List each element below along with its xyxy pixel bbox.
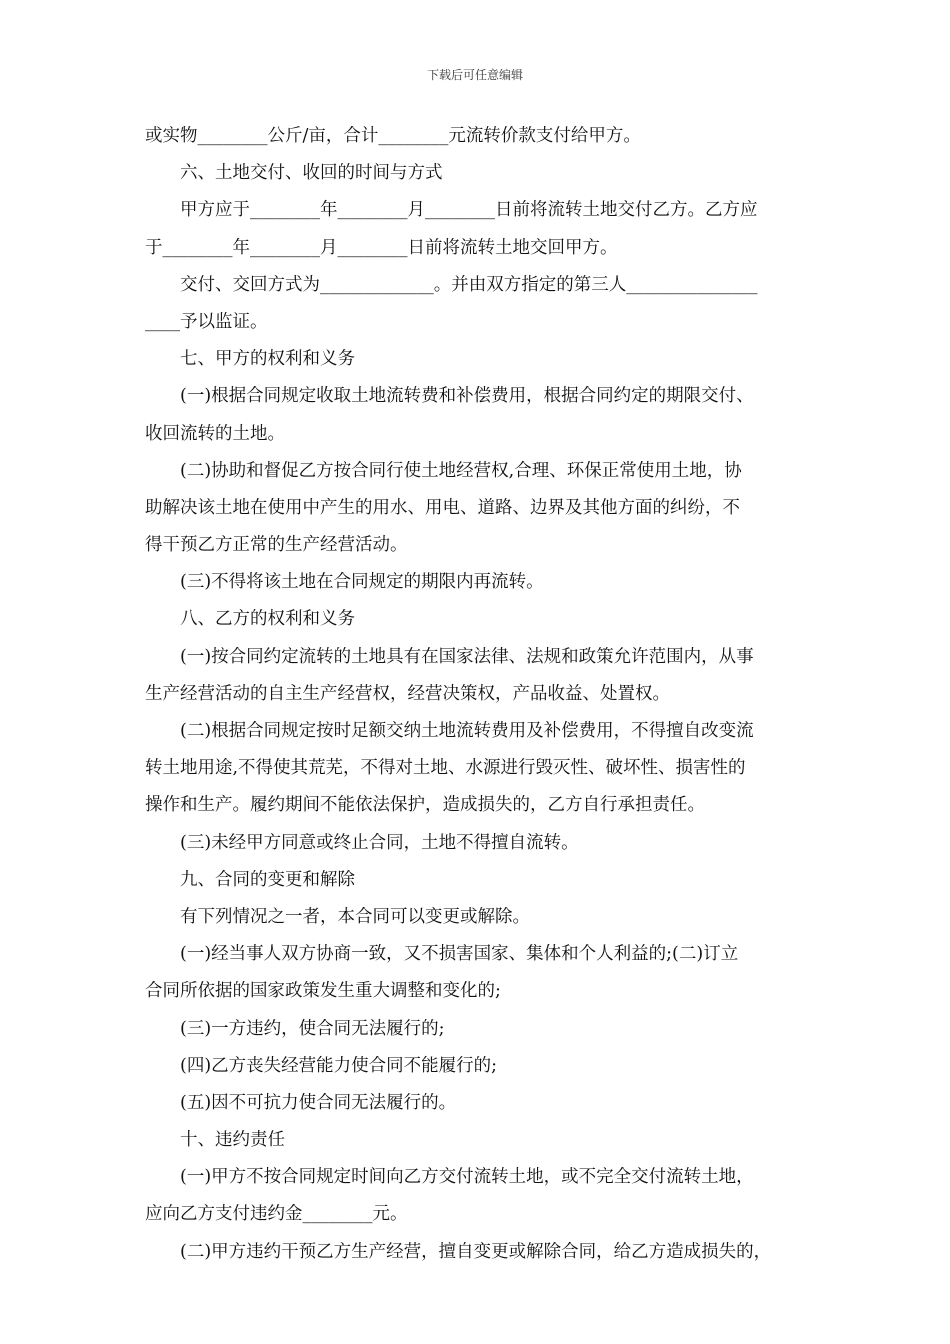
text-line: (一)甲方不按合同规定时间向乙方交付流转土地，或不完全交付流转土地， bbox=[180, 1167, 754, 1188]
text-line: (二)根据合同规定按时足额交纳土地流转费用及补偿费用，不得擅自改变流 bbox=[180, 721, 754, 741]
text-line: 七、甲方的权利和义务 bbox=[180, 349, 355, 370]
text-line: (五)因不可抗力使合同无法履行的。 bbox=[180, 1092, 457, 1113]
text-line: (一)按合同约定流转的土地具有在国家法律、法规和政策允许范围内，从事 bbox=[180, 646, 754, 667]
text-line: 合同所依据的国家政策发生重大调整和变化的; bbox=[145, 981, 501, 1002]
text-line: 六、土地交付、收回的时间与方式 bbox=[180, 163, 443, 184]
text-line: 九、合同的变更和解除 bbox=[180, 869, 355, 890]
text-line: (三)一方违约，使合同无法履行的; bbox=[180, 1018, 445, 1039]
document-body bbox=[145, 118, 815, 1271]
text-line: 助解决该土地在使用中产生的用水、用电、道路、边界及其他方面的纠纷，不 bbox=[145, 497, 740, 518]
text-line: (一)根据合同规定收取土地流转费和补偿费用，根据合同约定的期限交付、 bbox=[180, 386, 754, 407]
text-line: 交付、交回方式为_____________。并由双方指定的第三人_______________ bbox=[180, 274, 758, 295]
page-header: 下载后可任意编辑 bbox=[426, 68, 523, 82]
text-line: 生产经营活动的自主生产经营权，经营决策权，产品收益、处置权。 bbox=[145, 683, 670, 704]
text-line: (二)协助和督促乙方按合同行使土地经营权,合理、环保正常使用土地，协 bbox=[180, 460, 742, 481]
text-line: 或实物________公斤/亩，合计________元流转价款支付给甲方。 bbox=[145, 126, 641, 146]
text-line: ____予以监证。 bbox=[145, 311, 268, 332]
text-line: (一)经当事人双方协商一致，又不损害国家、集体和个人利益的;(二)订立 bbox=[180, 944, 739, 965]
text-line: (四)乙方丧失经营能力使合同不能履行的; bbox=[180, 1055, 498, 1076]
text-line: 得干预乙方正常的生产经营活动。 bbox=[145, 535, 408, 556]
text-line: 甲方应于________年________月________日前将流转土地交付乙方。乙方应 bbox=[180, 200, 758, 221]
text-line: 操作和生产。履约期间不能依法保护，造成损失的，乙方自行承担责任。 bbox=[145, 795, 705, 816]
text-line: (二)甲方违约干预乙方生产经营，擅自变更或解除合同，给乙方造成损失的， bbox=[180, 1241, 772, 1262]
text-line: 转土地用途,不得使其荒芜，不得对土地、水源进行毁灭性、破坏性、损害性的 bbox=[145, 758, 746, 779]
text-line: (三)不得将该土地在合同规定的期限内再流转。 bbox=[180, 572, 544, 593]
text-line: 应向乙方支付违约金________元。 bbox=[145, 1204, 408, 1225]
text-line: 收回流转的土地。 bbox=[145, 423, 285, 444]
text-line: 有下列情况之一者，本合同可以变更或解除。 bbox=[180, 906, 530, 927]
text-line: 十、违约责任 bbox=[180, 1130, 285, 1151]
text-line: 八、乙方的权利和义务 bbox=[180, 609, 355, 630]
text-line: (三)未经甲方同意或终止合同，土地不得擅自流转。 bbox=[180, 832, 579, 853]
text-line: 于________年________月________日前将流转土地交回甲方。 bbox=[145, 237, 618, 258]
